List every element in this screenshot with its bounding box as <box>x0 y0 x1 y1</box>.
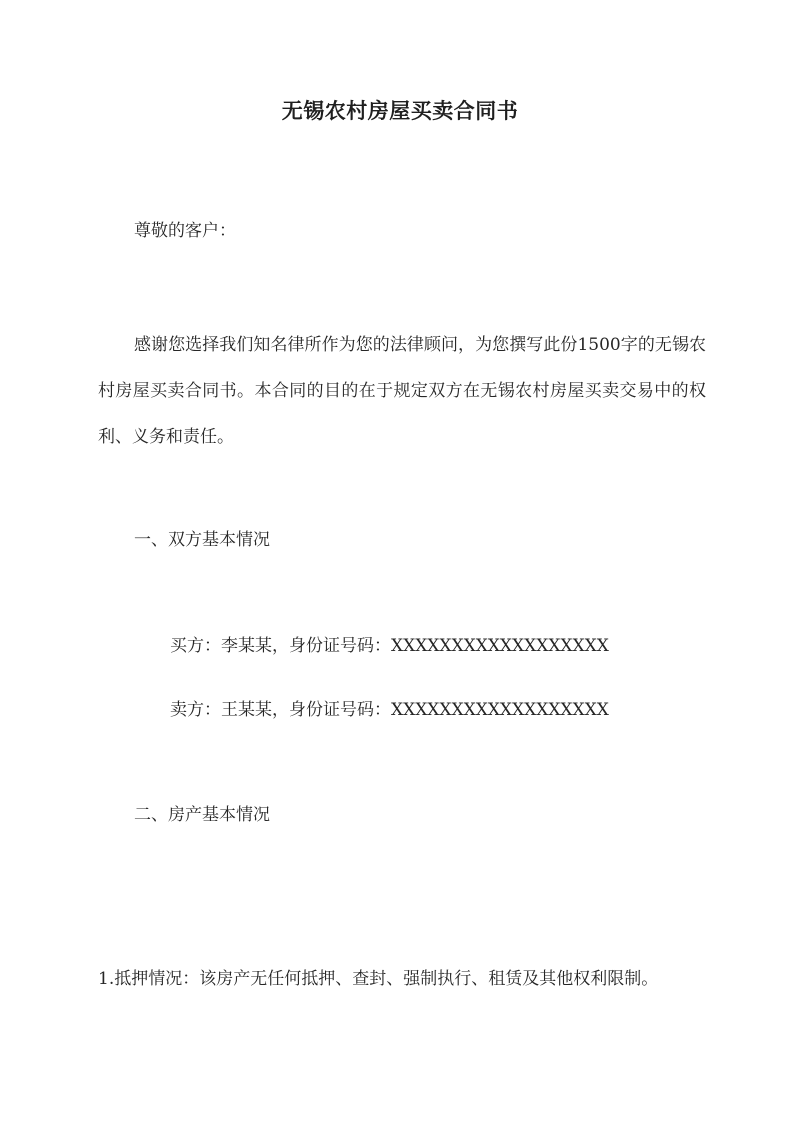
document-title: 无锡农村房屋买卖合同书 <box>281 98 519 123</box>
greeting-line: 尊敬的客户： <box>134 221 236 241</box>
intro-paragraph: 感谢您选择我们知名律所作为您的法律顾问，为您撰写此份1500字的无锡农村房屋买卖合同书。本合同的目的在于规定双方在无锡农村房屋买卖交易中的权利、义务和责任。 <box>98 335 706 447</box>
section-heading-parties: 一、双方基本情况 <box>134 530 270 550</box>
section-heading-property: 二、房产基本情况 <box>134 805 270 825</box>
seller-info: 卖方：王某某，身份证号码：XXXXXXXXXXXXXXXXXX <box>170 700 609 720</box>
buyer-info: 买方：李某某，身份证号码：XXXXXXXXXXXXXXXXXX <box>170 636 609 656</box>
clause-mortgage: 1.抵押情况：该房产无任何抵押、查封、强制执行、租赁及其他权利限制。 <box>98 969 659 989</box>
